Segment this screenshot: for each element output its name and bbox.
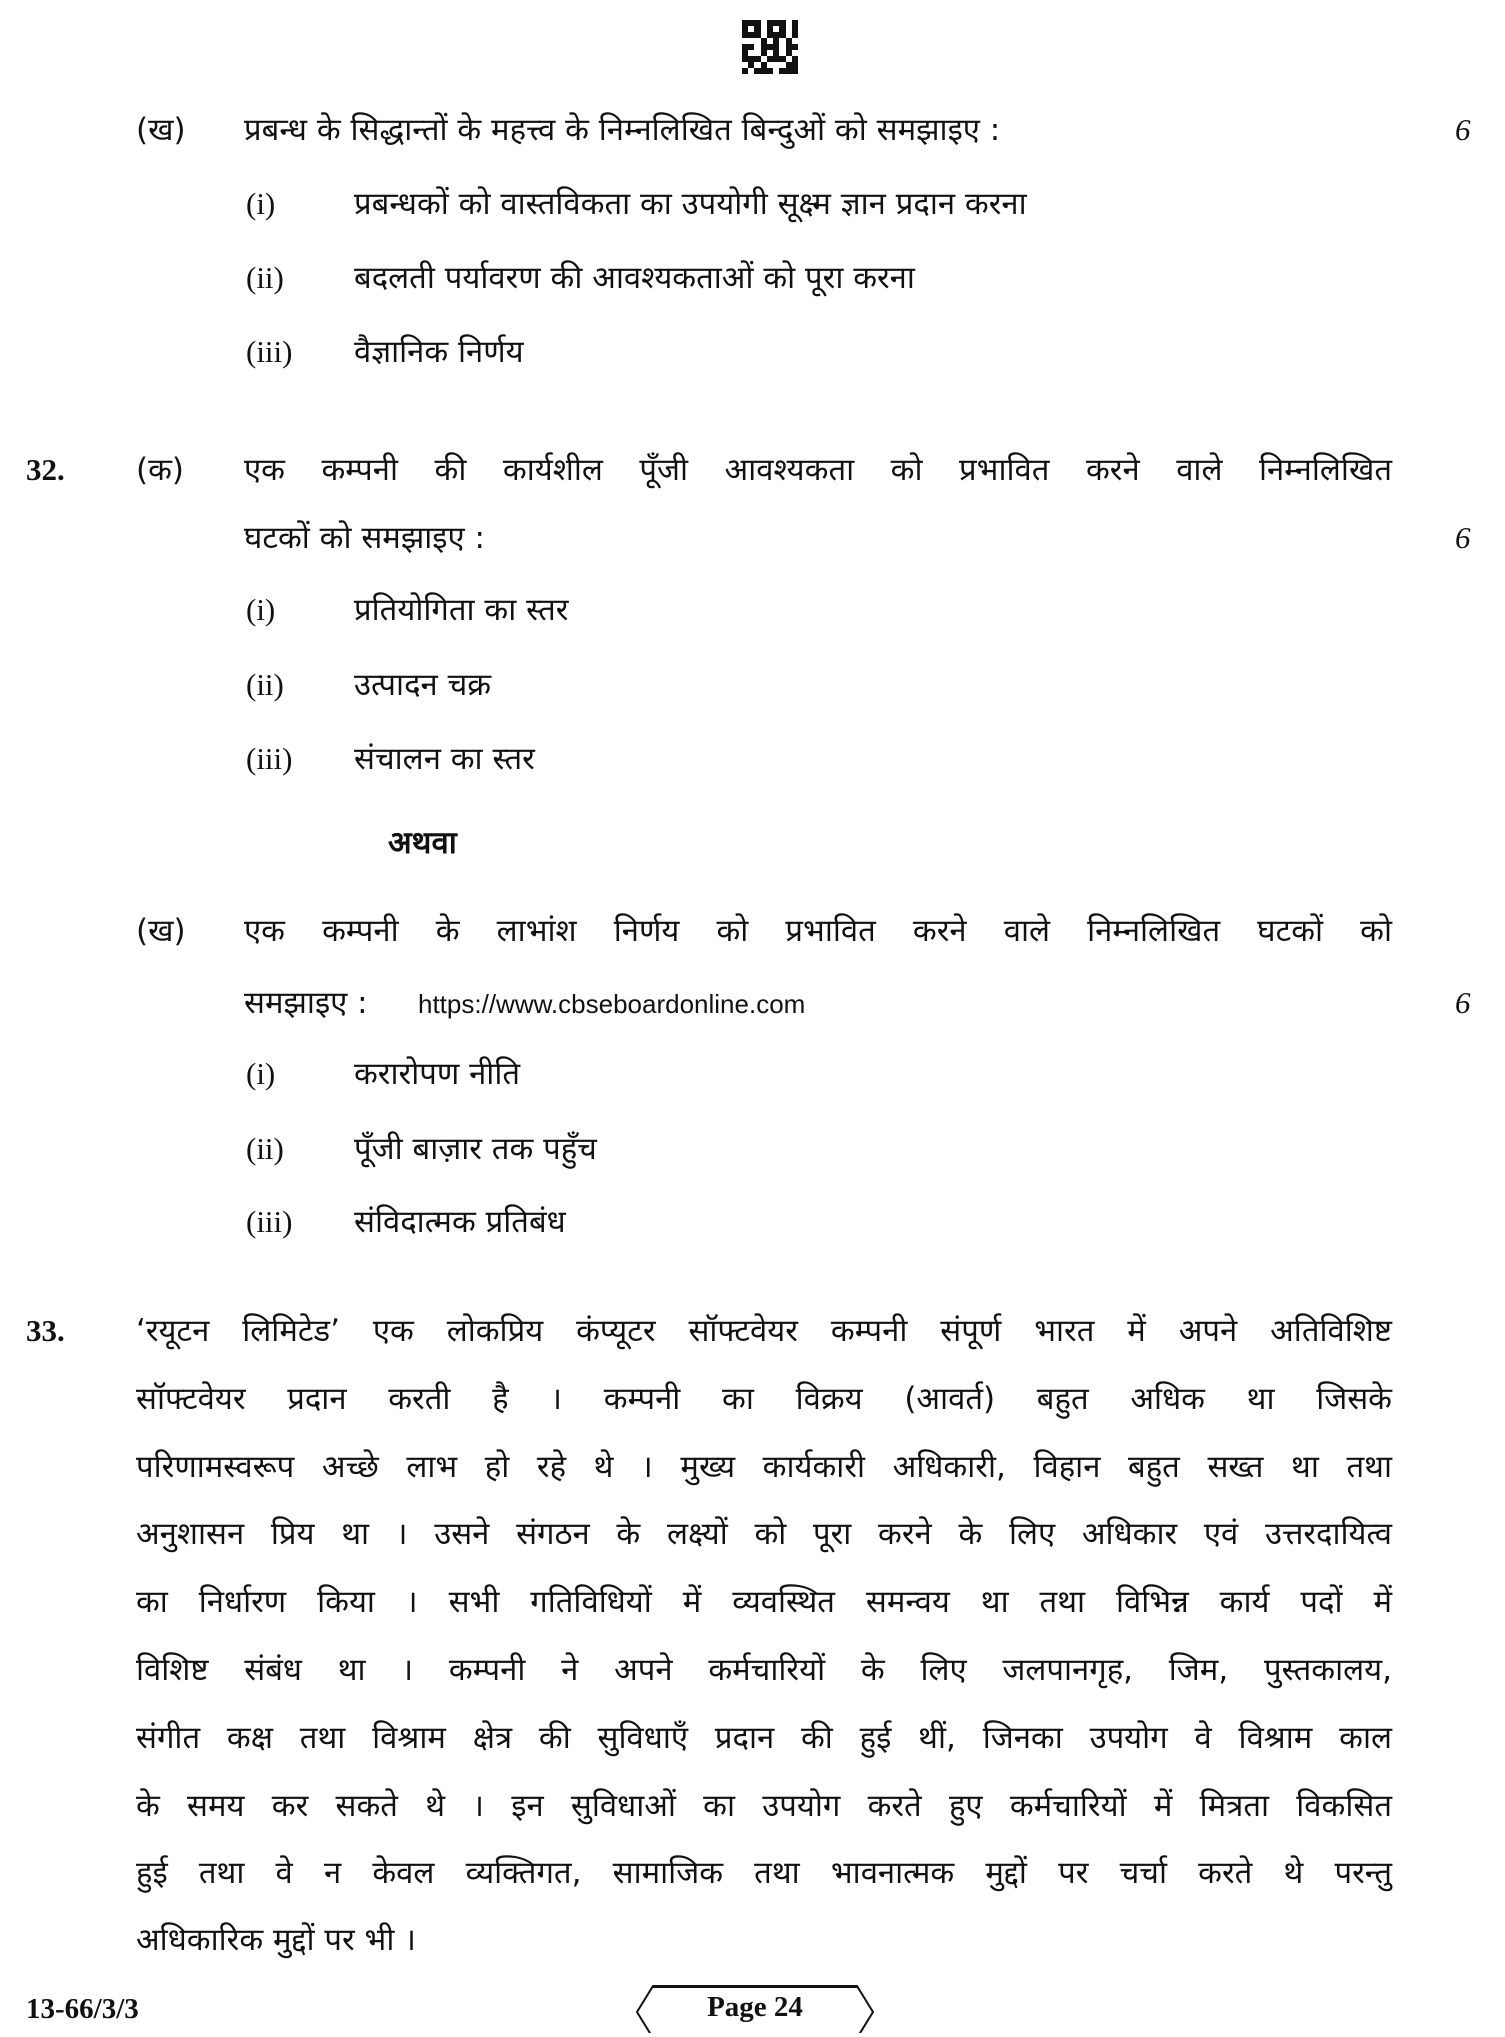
q32b-label: (ख) <box>136 913 186 949</box>
q31b-item-text: वैज्ञानिक निर्णय <box>354 334 524 370</box>
q33-paragraph-line: विशिष्ट संबंध था । कम्पनी ने अपने कर्मचारियों के लिए जलपानगृह, जिम, पुस्तकालय, <box>136 1652 1392 1688</box>
q32b-item-text: संविदात्मक प्रतिबंध <box>354 1204 566 1240</box>
q33-paragraph-line: अनुशासन प्रिय था । उसने संगठन के लक्ष्यों को पूरा करने के लिए अधिकार एवं उत्तरदायित्व <box>136 1516 1392 1552</box>
q33-paragraph-line: के समय कर सकते थे । इन सुविधाओं का उपयोग करते हुए कर्मचारियों में मित्रता विकसित <box>136 1788 1392 1824</box>
q32b-item-text: करारोपण नीति <box>354 1056 521 1092</box>
q32b-item-num: (i) <box>246 1056 276 1091</box>
q31b-item-num: (i) <box>246 186 276 221</box>
q32a-item-num: (i) <box>246 592 276 627</box>
watermark-url: https://www.cbseboardonline.com <box>418 989 806 1019</box>
q32b-question-line2: समझाइए : <box>244 985 368 1021</box>
q32b-item-num: (iii) <box>246 1204 293 1239</box>
q32b-marks: 6 <box>1455 985 1471 1020</box>
q32a-question-line1: एक कम्पनी की कार्यशील पूँजी आवश्यकता को प्रभावित करने वाले निम्नलिखित <box>244 452 1392 488</box>
q33-paragraph-line: संगीत कक्ष तथा विश्राम क्षेत्र की सुविधाएँ प्रदान की हुई थीं, जिनका उपयोग वे विश्राम काल <box>136 1720 1392 1756</box>
page-number-badge <box>635 1985 875 2033</box>
q31b-question: प्रबन्ध के सिद्धान्तों के महत्त्व के निम्नलिखित बिन्दुओं को समझाइए : <box>244 112 1001 148</box>
q32-number: 32. <box>26 452 65 487</box>
q32a-question-line2: घटकों को समझाइए : <box>244 520 485 556</box>
q32a-label: (क) <box>136 452 184 488</box>
q32b-item-num: (ii) <box>246 1131 284 1166</box>
q33-paragraph-line: ‘रयूटन लिमिटेड’ एक लोकप्रिय कंप्यूटर सॉफ्टवेयर कम्पनी संपूर्ण भारत में अपने अतिविशिष्ट <box>136 1313 1392 1349</box>
q33-paragraph-line: हुई तथा वे न केवल व्यक्तिगत, सामाजिक तथा भावनात्मक मुद्दों पर चर्चा करते थे परन्तु <box>136 1855 1392 1891</box>
q33-paragraph-line: सॉफ्टवेयर प्रदान करती है । कम्पनी का विक्रय (आवर्त) बहुत अधिक था जिसके <box>136 1381 1392 1417</box>
q32a-marks: 6 <box>1455 520 1471 555</box>
q32b-question-line1: एक कम्पनी के लाभांश निर्णय को प्रभावित करने वाले निम्नलिखित घटकों को <box>244 913 1392 949</box>
q33-paragraph-line: परिणामस्वरूप अच्छे लाभ हो रहे थे । मुख्य कार्यकारी अधिकारी, विहान बहुत सख्त था तथा <box>136 1449 1392 1485</box>
q32a-item-num: (ii) <box>246 667 284 702</box>
paper-code: 13-66/3/3 <box>26 1993 139 2025</box>
q31b-item-text: प्रबन्धकों को वास्तविकता का उपयोगी सूक्ष्म ज्ञान प्रदान करना <box>354 186 1027 222</box>
q33-number: 33. <box>26 1313 65 1348</box>
q31b-item-text: बदलती पर्यावरण की आवश्यकताओं को पूरा करना <box>354 260 915 296</box>
q31b-item-num: (iii) <box>246 334 293 369</box>
q32a-item-text: उत्पादन चक्र <box>354 667 492 703</box>
q32b-item-text: पूँजी बाज़ार तक पहुँच <box>354 1131 597 1167</box>
q31b-label: (ख) <box>136 112 186 148</box>
or-heading: अथवा <box>388 825 457 861</box>
page-number: Page 24 <box>707 1991 803 2023</box>
q33-paragraph-line: का निर्धारण किया । सभी गतिविधियों में व्यवस्थित समन्वय था तथा विभिन्न कार्य पदों में <box>136 1584 1392 1620</box>
qr-code <box>742 20 798 74</box>
q32a-item-text: संचालन का स्तर <box>354 741 535 777</box>
q31b-marks: 6 <box>1455 112 1471 147</box>
q32a-item-text: प्रतियोगिता का स्तर <box>354 592 569 628</box>
q32a-item-num: (iii) <box>246 741 293 776</box>
q31b-item-num: (ii) <box>246 260 284 295</box>
q33-paragraph-line: अधिकारिक मुद्दों पर भी । <box>136 1922 416 1958</box>
